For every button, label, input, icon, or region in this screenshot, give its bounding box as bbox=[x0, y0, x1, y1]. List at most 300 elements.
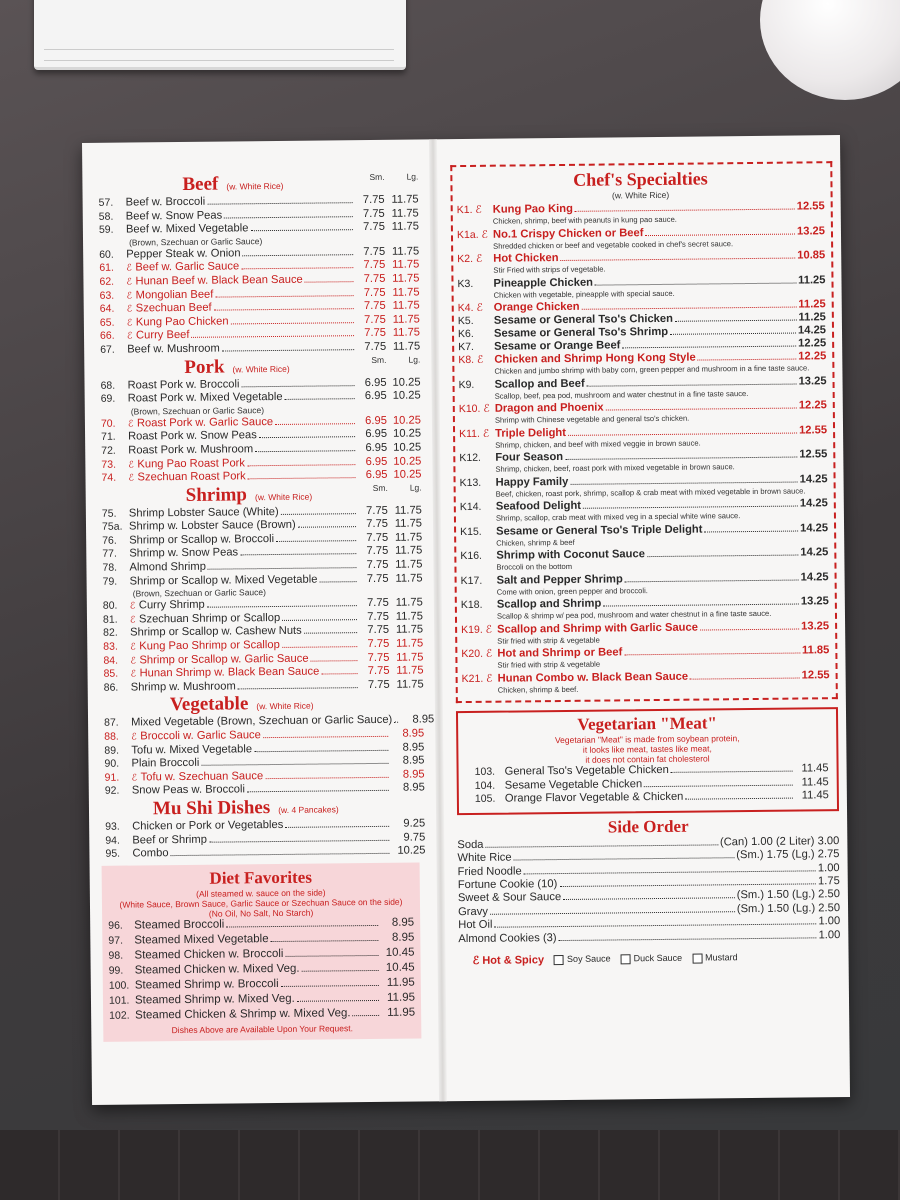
item-code: K11. ℰ bbox=[459, 427, 490, 440]
item-name: Hunan Shrimp w. Black Bean Sauce bbox=[139, 665, 320, 680]
chili-icon: ℰ bbox=[131, 772, 138, 783]
price-small: 7.75 bbox=[363, 245, 386, 258]
item-price: 14.25 bbox=[800, 521, 829, 535]
item-number: 79. bbox=[102, 575, 118, 588]
leader-dots bbox=[559, 883, 816, 887]
item-price: 8.95 bbox=[402, 727, 425, 740]
item-code: K7. bbox=[458, 340, 474, 354]
price-small: 7.75 bbox=[367, 610, 390, 623]
price-small: 7.75 bbox=[366, 558, 389, 572]
leader-dots bbox=[207, 605, 357, 608]
item-name: Gravy bbox=[458, 905, 488, 918]
item-description: Shrimp, chicken, beef, roast pork with mixed vegetable in brown sauce. bbox=[495, 462, 735, 474]
item-name: Sesame Vegetable Chicken bbox=[504, 777, 643, 792]
item-name: Shrimp or Scallop w. Mixed Vegetable bbox=[129, 573, 318, 588]
item-note: (Brown, Szechuan or Garlic Sauce) bbox=[130, 404, 265, 417]
item-name: Curry Shrimp bbox=[138, 598, 205, 612]
chili-icon: ℰ bbox=[126, 330, 133, 341]
leader-dots bbox=[302, 970, 379, 972]
item-price: 11.85 bbox=[801, 644, 830, 657]
leader-dots bbox=[394, 722, 398, 723]
item-name: Beef w. Mixed Vegetable bbox=[125, 222, 249, 236]
price-small: 7.75 bbox=[367, 665, 390, 678]
leader-dots bbox=[606, 408, 797, 411]
item-name: Salt and Pepper Shrimp bbox=[496, 572, 623, 587]
item-price: 8.95 bbox=[391, 916, 415, 929]
item-name: Tofu w. Szechuan Sauce bbox=[140, 769, 264, 784]
leader-dots bbox=[171, 853, 390, 856]
leader-dots bbox=[698, 359, 797, 361]
vegetarian-meat-box bbox=[456, 707, 839, 815]
size-small: Sm. bbox=[372, 482, 388, 493]
item-description: Chicken, shrimp & beef. bbox=[497, 684, 579, 695]
leader-dots bbox=[319, 581, 356, 582]
item-number: 99. bbox=[108, 964, 124, 977]
price-small: 6.95 bbox=[365, 455, 388, 468]
item-code: K16. bbox=[460, 549, 483, 563]
side-order-title: Side Order bbox=[607, 816, 689, 837]
item-price: 13.25 bbox=[796, 224, 826, 238]
item-number: 64. bbox=[99, 302, 115, 315]
price-large: 10.25 bbox=[392, 375, 421, 389]
item-name: Sweet & Sour Sauce bbox=[457, 891, 562, 905]
item-name: Sesame or General Tso's Shrimp bbox=[493, 325, 669, 340]
item-price: 10.45 bbox=[385, 961, 415, 974]
item-name: Triple Delight bbox=[494, 426, 566, 440]
item-name: Roast Pork w. Snow Peas bbox=[128, 429, 257, 443]
item-name: Kung Pao Shrimp or Scallop bbox=[139, 638, 280, 653]
hot-spicy-legend: ℰ Hot & Spicy bbox=[472, 954, 545, 967]
leader-dots bbox=[285, 398, 355, 400]
category-note: (w. White Rice) bbox=[256, 701, 314, 712]
item-name: Shrimp or Scallop w. Cashew Nuts bbox=[130, 625, 302, 639]
chili-icon: ℰ bbox=[128, 472, 135, 483]
item-name: Roast Pork w. Mushroom bbox=[128, 443, 254, 457]
chili-icon: ℰ bbox=[128, 458, 134, 470]
item-number: 68. bbox=[100, 379, 116, 392]
price-large: 11.75 bbox=[396, 678, 424, 691]
sauce-option[interactable] bbox=[692, 952, 738, 963]
price-small: 6.95 bbox=[364, 376, 387, 389]
item-name: Scallop and Shrimp with Garlic Sauce bbox=[497, 621, 698, 636]
leader-dots bbox=[265, 777, 388, 779]
category-note: (w. White Rice) bbox=[254, 491, 313, 502]
item-number: 100. bbox=[108, 979, 130, 992]
price-small: 7.75 bbox=[367, 624, 390, 637]
leader-dots bbox=[238, 687, 358, 689]
item-name: Beef w. Garlic Sauce bbox=[135, 260, 240, 274]
item-price: 1.00 bbox=[817, 861, 840, 874]
price-small: 7.75 bbox=[363, 272, 386, 286]
item-code: K1a. ℰ bbox=[456, 228, 488, 241]
price-small: 7.75 bbox=[363, 221, 385, 234]
item-name: Sesame or Orange Beef bbox=[494, 339, 621, 353]
item-name: Plain Broccoli bbox=[131, 756, 200, 770]
price-large: 11.75 bbox=[391, 245, 420, 258]
item-name: Mixed Vegetable (Brown, Szechuan or Garlic Sauce) bbox=[131, 714, 393, 729]
item-description: Chicken and jumbo shrimp with baby corn, green pepper and mushroom in a fine taste sauce. bbox=[494, 363, 810, 376]
leader-dots bbox=[207, 202, 352, 205]
item-code: K18. bbox=[460, 598, 483, 612]
item-description: Stir Fried with strips of vegetable. bbox=[493, 264, 606, 275]
item-number: 70. bbox=[100, 417, 116, 430]
sauce-option[interactable] bbox=[554, 954, 611, 965]
item-price: 8.95 bbox=[402, 781, 425, 795]
leader-dots bbox=[622, 346, 796, 349]
price-large: 11.75 bbox=[394, 517, 423, 531]
price-small: 7.75 bbox=[366, 531, 389, 544]
item-name: Steamed Chicken w. Mixed Veg. bbox=[134, 962, 300, 977]
leader-dots bbox=[675, 320, 797, 322]
item-price: 11.95 bbox=[386, 976, 415, 989]
item-number: 93. bbox=[105, 820, 120, 833]
item-name: Scallop and Beef bbox=[494, 377, 585, 391]
leader-dots bbox=[321, 673, 357, 674]
price-large: 11.75 bbox=[395, 544, 423, 558]
item-price: 14.25 bbox=[800, 570, 829, 583]
chef-title: Chef's Specialties bbox=[573, 168, 708, 190]
item-code: K15. bbox=[460, 525, 482, 538]
leader-dots bbox=[624, 653, 800, 656]
chili-icon: ℰ bbox=[131, 731, 137, 742]
item-number: 76. bbox=[102, 534, 117, 547]
item-description: Chicken with vegetable, pineapple with special sauce. bbox=[493, 288, 675, 300]
leader-dots bbox=[595, 282, 796, 285]
item-price: 13.25 bbox=[798, 374, 827, 388]
item-name: Scallop and Shrimp bbox=[496, 597, 602, 611]
item-name: Steamed Chicken w. Broccoli bbox=[134, 947, 284, 962]
diet-note: (All steamed w. sauce on the side) bbox=[196, 887, 326, 899]
item-price: 12.55 bbox=[796, 200, 825, 213]
leader-dots bbox=[575, 209, 795, 212]
leader-dots bbox=[490, 911, 735, 915]
price-large: 11.75 bbox=[392, 340, 421, 353]
price-small: 7.75 bbox=[367, 637, 390, 651]
item-name: Beef or Shrimp bbox=[132, 833, 207, 847]
item-number: 84. bbox=[103, 654, 119, 667]
leader-dots bbox=[568, 432, 797, 435]
price-small: 7.75 bbox=[366, 504, 388, 517]
sauce-option-label: Duck Sauce bbox=[633, 952, 683, 964]
leader-dots bbox=[254, 749, 388, 751]
price-small: 7.75 bbox=[364, 340, 387, 353]
leader-dots bbox=[241, 268, 353, 270]
item-name: Snow Peas w. Broccoli bbox=[131, 783, 246, 797]
leader-dots bbox=[671, 771, 793, 773]
item-name: Roast Pork w. Mixed Vegetable bbox=[127, 391, 283, 405]
category-title: Beef bbox=[182, 173, 219, 195]
leader-dots bbox=[208, 567, 357, 570]
leader-dots bbox=[226, 925, 378, 928]
leader-dots bbox=[565, 457, 797, 460]
item-name: Roast Pork w. Broccoli bbox=[127, 377, 240, 392]
price-small: 6.95 bbox=[365, 414, 387, 427]
leader-dots bbox=[647, 555, 798, 558]
chili-icon: ℰ bbox=[126, 317, 133, 328]
item-name: Almond Shrimp bbox=[129, 560, 206, 574]
price-small: 6.95 bbox=[365, 441, 388, 454]
leader-dots bbox=[214, 308, 354, 310]
price-small: 7.75 bbox=[362, 207, 385, 220]
leader-dots bbox=[201, 763, 388, 766]
chili-icon: ℰ bbox=[126, 262, 132, 273]
item-price: 8.95 bbox=[391, 931, 415, 944]
item-number: 80. bbox=[102, 599, 118, 613]
chili-icon: ℰ bbox=[127, 418, 134, 429]
category-title: Pork bbox=[184, 356, 225, 378]
chili-icon: ℰ bbox=[130, 655, 136, 666]
sauce-option-label: Soy Sauce bbox=[566, 953, 611, 965]
item-price: 10.85 bbox=[797, 249, 826, 262]
item-code: K10. ℰ bbox=[458, 402, 490, 416]
menu-right-column bbox=[450, 161, 840, 967]
item-price: 1.00 bbox=[818, 928, 841, 941]
size-small: Sm. bbox=[369, 171, 385, 182]
chili-icon: ℰ bbox=[129, 614, 136, 625]
item-number: 85. bbox=[103, 667, 119, 681]
item-number: 58. bbox=[98, 210, 114, 223]
leader-dots bbox=[297, 1000, 379, 1002]
price-small: 7.75 bbox=[363, 299, 386, 313]
item-name: Steamed Chicken & Shrimp w. Mixed Veg. bbox=[135, 1006, 351, 1022]
price-small: 7.75 bbox=[363, 259, 386, 272]
item-name: Hot Chicken bbox=[493, 252, 559, 265]
item-name: Beef w. Broccoli bbox=[125, 195, 206, 209]
tile-floor bbox=[0, 1130, 900, 1200]
category-title: Mu Shi Dishes bbox=[152, 797, 271, 820]
item-name: Shrimp or Scallop w. Garlic Sauce bbox=[139, 652, 309, 667]
leader-dots bbox=[282, 619, 357, 621]
item-name: Combo bbox=[132, 847, 169, 860]
price-large: 11.75 bbox=[392, 258, 420, 272]
item-price: 10.25 bbox=[397, 844, 426, 857]
item-code: K20. ℰ bbox=[461, 647, 493, 661]
item-name: Hunan Beef w. Black Bean Sauce bbox=[135, 273, 303, 288]
item-number: 91. bbox=[104, 771, 120, 784]
leader-dots bbox=[305, 281, 354, 283]
leader-dots bbox=[625, 579, 799, 582]
item-name: Almond Cookies (3) bbox=[458, 931, 557, 945]
item-description: Stir fried with strip & vegetable bbox=[497, 659, 601, 670]
diet-title: Diet Favorites bbox=[209, 867, 313, 888]
size-large: Lg. bbox=[406, 171, 419, 182]
chefs-specialties-box bbox=[450, 161, 838, 703]
item-number: 103. bbox=[474, 765, 496, 778]
size-small: Sm. bbox=[371, 354, 387, 365]
price-small: 7.75 bbox=[364, 313, 386, 326]
item-name: Shrimp w. Mushroom bbox=[130, 680, 236, 694]
price-small: 7.75 bbox=[367, 678, 390, 691]
leader-dots bbox=[583, 506, 798, 509]
item-number: 73. bbox=[101, 458, 117, 471]
price-large: 11.75 bbox=[391, 207, 419, 220]
item-number: 59. bbox=[98, 223, 114, 237]
price-large: 11.75 bbox=[392, 326, 421, 340]
item-number: 66. bbox=[99, 330, 115, 343]
leader-dots bbox=[690, 677, 800, 679]
leader-dots bbox=[275, 423, 355, 425]
item-price: 11.95 bbox=[386, 991, 416, 1004]
chili-icon: ℰ bbox=[126, 276, 132, 287]
item-name: Steamed Mixed Vegetable bbox=[134, 932, 269, 947]
side-item bbox=[458, 929, 840, 946]
item-name: Broccoli w. Garlic Sauce bbox=[140, 729, 261, 743]
leader-dots bbox=[494, 923, 816, 927]
item-number: 101. bbox=[108, 994, 130, 1007]
size-header bbox=[371, 354, 420, 365]
item-name: Fried Noodle bbox=[457, 864, 522, 878]
size-large: Lg. bbox=[409, 482, 422, 493]
paper-stack bbox=[34, 0, 406, 70]
price-small: 7.75 bbox=[366, 572, 389, 585]
chili-icon: ℰ bbox=[129, 600, 136, 611]
chili-icon: ℰ bbox=[130, 668, 137, 679]
leader-dots bbox=[700, 628, 799, 630]
item-name: Shrimp Lobster Sauce (White) bbox=[128, 505, 279, 520]
item-name: Shrimp w. Lobster Sauce (Brown) bbox=[128, 519, 296, 533]
item-description: Come with onion, green pepper and broccoli. bbox=[496, 585, 648, 597]
leader-dots bbox=[209, 839, 389, 842]
item-number: 86. bbox=[103, 681, 119, 694]
leader-dots bbox=[259, 436, 355, 438]
leader-dots bbox=[240, 554, 356, 556]
item-price: 14.25 bbox=[800, 546, 829, 559]
item-name: Steamed Shrimp w. Mixed Veg. bbox=[134, 992, 295, 1007]
price-large: 11.75 bbox=[395, 623, 424, 637]
price-large: 11.75 bbox=[392, 299, 420, 312]
leader-dots bbox=[255, 450, 355, 452]
item-price: 9.25 bbox=[403, 817, 426, 830]
leader-dots bbox=[222, 349, 354, 351]
item-code: K19. ℰ bbox=[461, 623, 493, 636]
item-name: Hunan Combo w. Black Bean Sauce bbox=[497, 670, 689, 685]
item-description: Shrimp with Chinese vegetable and general tso's chicken. bbox=[494, 413, 690, 425]
chef-note: (w. White Rice) bbox=[611, 189, 670, 201]
size-header bbox=[369, 171, 418, 182]
price-large: 11.75 bbox=[392, 313, 420, 326]
leader-dots bbox=[486, 844, 718, 847]
item-description: Shredded chicken or beef and vegetable cooked in chef's secret sauce. bbox=[493, 238, 734, 251]
item-price: 11.45 bbox=[801, 775, 829, 789]
item-price: 12.55 bbox=[799, 448, 828, 461]
item-number: 78. bbox=[102, 561, 118, 574]
leader-dots bbox=[241, 385, 354, 387]
item-name: Szechuan Beef bbox=[135, 301, 212, 315]
item-price: 1.75 bbox=[817, 875, 840, 888]
checkbox[interactable] bbox=[554, 955, 564, 965]
item-name: Shrimp w. Snow Peas bbox=[129, 546, 239, 560]
leader-dots bbox=[311, 660, 358, 661]
item-number: 102. bbox=[109, 1009, 130, 1022]
diet-footer: Dishes Above are Available Upon Your Request. bbox=[171, 1022, 353, 1035]
item-code: K6. bbox=[457, 327, 474, 341]
item-name: Happy Family bbox=[495, 475, 569, 489]
item-code: K3. bbox=[457, 277, 474, 290]
item-code: K8. ℰ bbox=[458, 353, 484, 367]
checkbox[interactable] bbox=[621, 954, 631, 964]
price-large: 11.75 bbox=[392, 286, 420, 299]
item-number: 88. bbox=[104, 730, 119, 743]
price-large: 11.75 bbox=[395, 596, 423, 609]
leader-dots bbox=[304, 633, 357, 635]
item-note: (Brown, Szechuan or Garlic Sauce) bbox=[128, 235, 263, 248]
leader-dots bbox=[298, 526, 356, 528]
category-vegetable bbox=[104, 692, 424, 717]
item-description: Scallop & shrimp w/ pea pod, mushroom and water chestnut in a fine taste sauce. bbox=[496, 608, 772, 621]
item-name: Shrimp or Scallop w. Broccoli bbox=[129, 532, 275, 547]
item-price: (Sm.) 1.75 (Lg.) 2.75 bbox=[736, 848, 840, 862]
category-beef bbox=[98, 171, 418, 196]
leader-dots bbox=[247, 790, 389, 792]
checkbox[interactable] bbox=[692, 953, 702, 963]
item-name: Mongolian Beef bbox=[135, 288, 214, 302]
item-number: 65. bbox=[99, 316, 115, 329]
item-name: Pineapple Chicken bbox=[493, 276, 594, 290]
leader-dots bbox=[276, 540, 356, 542]
leader-dots bbox=[271, 940, 379, 942]
sauce-option[interactable] bbox=[621, 953, 683, 964]
leader-dots bbox=[582, 307, 797, 310]
price-small: 7.75 bbox=[366, 518, 389, 531]
item-price: 10.45 bbox=[385, 946, 415, 959]
price-large: 11.75 bbox=[394, 504, 422, 517]
item-name: Chicken and Shrimp Hong Kong Style bbox=[494, 351, 696, 366]
category-note: (w. 4 Pancakes) bbox=[278, 804, 339, 815]
veg-note: Vegetarian "Meat" is made from soybean protein, bbox=[554, 733, 740, 746]
price-large: 11.75 bbox=[391, 220, 419, 233]
leader-dots bbox=[248, 477, 356, 479]
item-name: Beef w. Mushroom bbox=[127, 342, 220, 356]
category-mushi bbox=[105, 795, 425, 820]
item-price: 14.25 bbox=[797, 324, 827, 337]
leader-dots bbox=[263, 736, 388, 738]
item-description: Beef, chicken, roast pork, shrimp, scallop & crab meat with mixed vegetable in brown sauce. bbox=[495, 485, 806, 499]
price-small: 7.75 bbox=[366, 545, 389, 558]
category-title: Vegetable bbox=[169, 693, 249, 716]
chili-icon: ℰ bbox=[126, 303, 133, 314]
category-note: (w. White Rice) bbox=[232, 363, 290, 374]
item-number: 92. bbox=[104, 785, 120, 798]
item-name: Hot Oil bbox=[458, 918, 493, 932]
item-number: 74. bbox=[101, 471, 117, 484]
menu-item bbox=[105, 845, 425, 862]
price-small: 7.75 bbox=[362, 193, 385, 207]
leader-dots bbox=[670, 333, 796, 335]
item-number: 67. bbox=[100, 343, 115, 356]
item-description: Scallop, beef, pea pod, mushroom and water chestnut in a fine taste sauce. bbox=[494, 388, 749, 401]
leader-dots bbox=[247, 464, 355, 466]
item-number: 94. bbox=[105, 834, 120, 847]
menu-left-column bbox=[98, 171, 435, 1041]
item-name: Kung Pao King bbox=[492, 202, 573, 216]
item-description: Broccoli on the bottom bbox=[496, 561, 573, 572]
leader-dots bbox=[563, 898, 735, 901]
menu-item bbox=[467, 789, 829, 806]
item-price: 12.25 bbox=[798, 337, 827, 350]
menu-sheet bbox=[82, 135, 850, 1105]
price-small: 7.75 bbox=[364, 327, 387, 340]
diet-favorites-box bbox=[102, 862, 422, 1041]
item-name: Tofu w. Mixed Vegetable bbox=[131, 742, 253, 757]
item-number: 105. bbox=[474, 792, 496, 806]
menu-fold bbox=[429, 139, 447, 1101]
item-name: Szechuan Shrimp or Scallop bbox=[138, 611, 281, 626]
price-small: 6.95 bbox=[365, 468, 388, 482]
chili-icon: ℰ bbox=[126, 290, 133, 301]
item-code: K2. ℰ bbox=[457, 252, 483, 266]
item-number: 104. bbox=[474, 779, 496, 792]
item-name: General Tso's Vegetable Chicken bbox=[504, 763, 669, 778]
